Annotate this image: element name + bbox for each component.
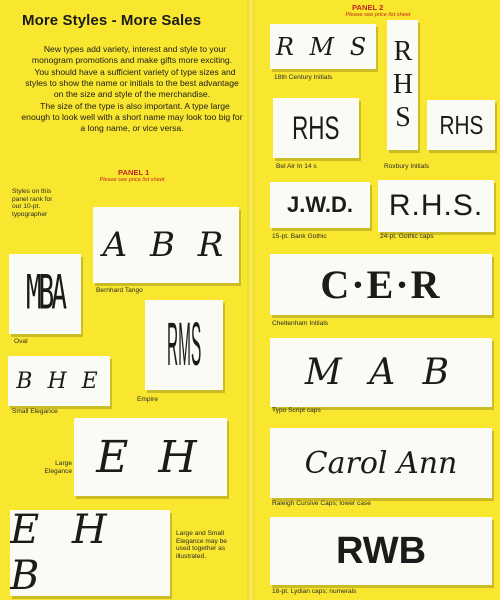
sample-abr-text: A B R <box>102 225 230 265</box>
sample-rwb-text: RWB <box>335 529 427 572</box>
sample-cer-text: C·E·R <box>320 262 442 307</box>
intro-paragraph-3: The size of the type is also important. A type large enough to look well with a short name may look too big for a long name, or vice versa. <box>21 101 243 133</box>
sample-cer <box>270 254 492 315</box>
caption-rhs-roxbury: Roxbury Initials <box>384 163 430 170</box>
intro-paragraph-2: You should have a sufficient variety of type sizes and styles to show the name or initials to the best advantage on the size and style of the merchandise. <box>25 67 239 99</box>
sample-jwd-text: J.W.D. <box>286 192 353 217</box>
page-fold <box>247 0 255 600</box>
caption-eh: Large Elegance <box>44 460 72 475</box>
sample-ehb-text: E H B <box>10 510 117 596</box>
sample-rhs-gothic <box>378 180 494 232</box>
panel-1-note: Please see price list sheet <box>99 177 165 183</box>
sample-rhs-vertical <box>387 20 418 150</box>
caption-jwd: 15-pt. Bank Gothic <box>272 233 327 240</box>
caption-mba: Oval <box>14 338 28 345</box>
sample-mba <box>9 254 81 334</box>
caption-carol-ann: Raleigh Cursive Caps; lower case <box>272 500 371 507</box>
panel-1-label: PANEL 1 <box>118 168 150 177</box>
sample-rwb <box>270 517 492 585</box>
sample-bhe-text: B H E <box>16 368 102 394</box>
sample-rms-18c <box>270 24 376 69</box>
sample-rhs-roxbury-text: RHS <box>439 109 483 140</box>
caption-cer: Cheltenham Initials <box>272 320 329 327</box>
sample-jwd <box>270 182 370 228</box>
page-title: More Styles - More Sales <box>22 12 202 29</box>
sample-carol-ann <box>270 428 492 498</box>
caption-rms: Empire <box>137 396 158 403</box>
sample-rms <box>145 300 223 390</box>
intro-paragraph-1: New types add variety, interest and style to your monogram promotions and make gifts more exciting. <box>31 44 233 65</box>
sample-ehb <box>10 510 170 596</box>
sample-carol-ann-text: Carol Ann <box>304 445 458 481</box>
sample-bhe <box>8 356 110 406</box>
sample-rhs-roxbury <box>427 100 495 150</box>
caption-rwb: 18-pt. Lydian caps; numerals <box>272 588 357 595</box>
sample-mab-text: M A B <box>304 352 458 393</box>
intro-text <box>20 44 244 135</box>
sample-eh-text: E H <box>96 431 205 483</box>
sample-rhs-belair <box>273 98 359 158</box>
caption-rhs-belair: Bel Air In 14 s <box>276 163 317 170</box>
sample-rhs-gothic-text: R.H.S. <box>388 189 484 222</box>
panel-2-note: Please see price list sheet <box>345 12 411 18</box>
caption-bhe: Small Elegance <box>12 408 58 415</box>
caption-abr: Bernhard Tango <box>96 287 143 294</box>
caption-mab: Typo Script caps <box>272 407 321 414</box>
sample-rhs-vertical-text: RHS <box>387 35 418 135</box>
sample-mba-text: MBA <box>26 267 64 321</box>
sample-rhs-belair-text: RHS <box>292 109 340 146</box>
sample-rms-18c-text: R M S <box>275 32 371 61</box>
sample-eh <box>74 418 227 496</box>
panel-1-side-note: Styles on this panel rank for our 10-pt. typographer <box>12 188 53 218</box>
sample-mab <box>270 338 492 407</box>
caption-rms-18c: 18th Century Initials <box>274 74 333 81</box>
caption-rhs-gothic: 24-pt. Gothic caps <box>380 233 434 240</box>
caption-ehb: Large and Small Elegance may be used together as illustrated. <box>176 530 227 560</box>
sample-abr <box>93 207 239 283</box>
panel-2-label: PANEL 2 <box>352 3 384 12</box>
sample-rms-text: RMS <box>166 309 202 378</box>
